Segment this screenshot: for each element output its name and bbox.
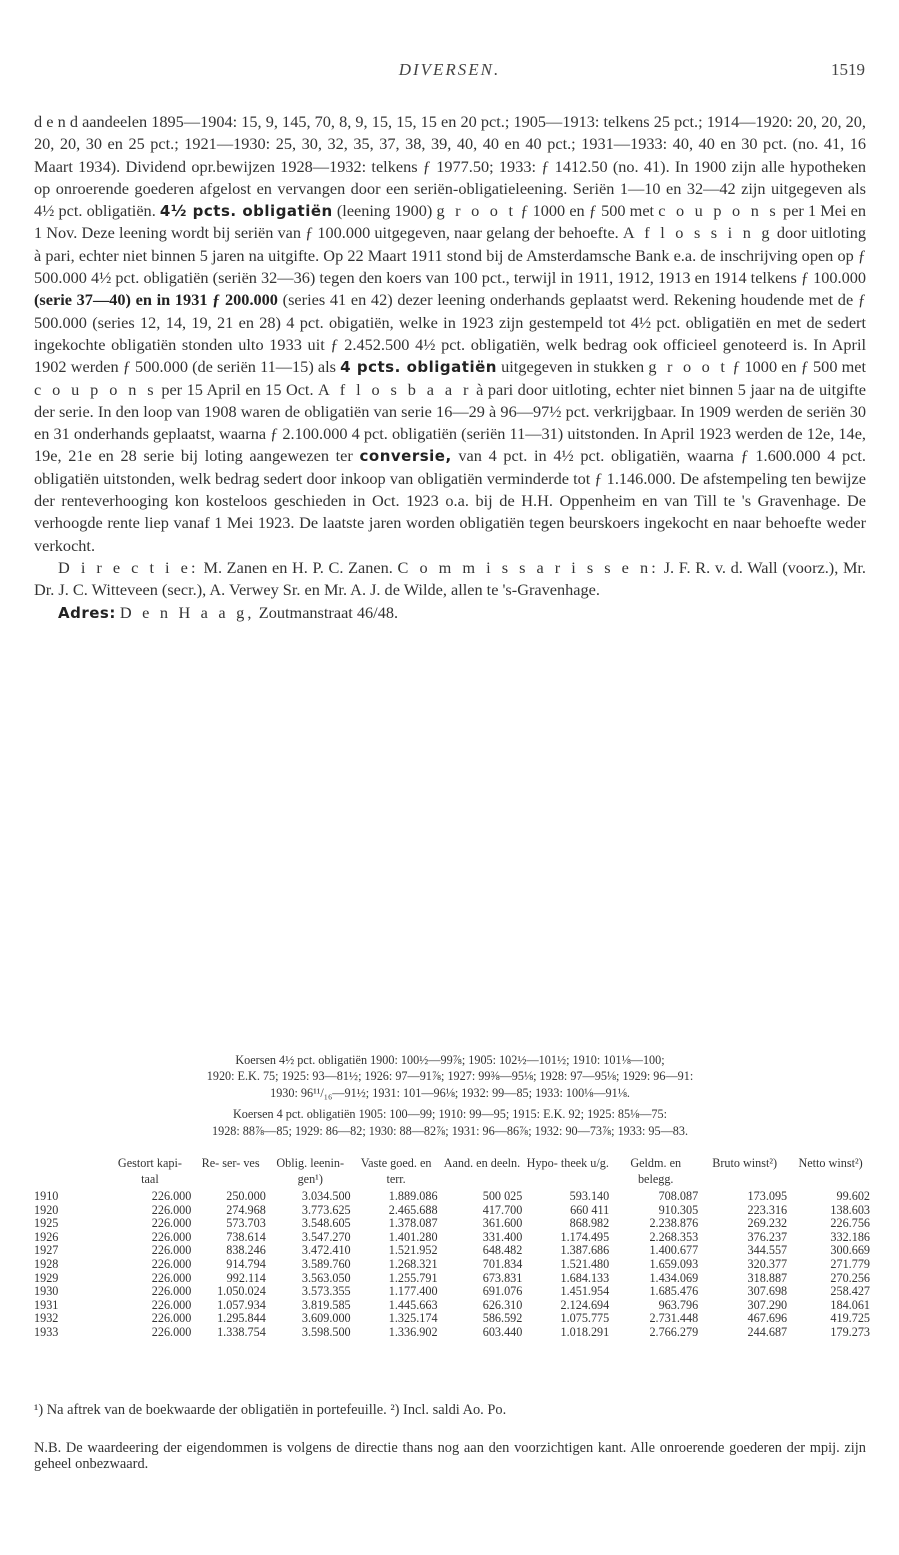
- table-cell: 3.548.605: [301, 1216, 351, 1231]
- table-cell: 910.305: [658, 1202, 699, 1217]
- table-cell: 307.290: [747, 1297, 788, 1312]
- table-cell: 626.310: [482, 1297, 523, 1312]
- table-cell: 3.547.270: [301, 1229, 351, 1244]
- text-run: (series 41 en 42) dezer leening onderhands geplaatst werd. Rekening houdende met de ƒ 500.000 (series 12, 14, 19, 21 en 28) 4 pct. obigatiën, welke in 1923 zijn gestempeld tot 4½ pct. obligatiën en met de sedert ingekochte obligatiën stonden ulto 1933 uit ƒ 2.452.500 4½ pct. obligatiën, welk bedrag ook officieel genoteerd is. In April 1902 werden ƒ 500.000 (de seriën 11—15) als: [34, 290, 867, 377]
- koersen-line: 1930: 96¹¹/₁₆—91½; 1931: 101—96⅛; 1932: 99—85; 1933: 100⅛—91⅛.: [270, 1085, 630, 1100]
- table-cell: 376.237: [747, 1229, 788, 1244]
- table-cell: 3.773.625: [301, 1202, 351, 1217]
- text-run: van 4 pct. in 4½ pct. obligatiën, waarna ƒ 1.600.000 4 pct. obligatiën uitstonden, welk bedrag sedert door inkoop van obligatiën verminderde tot ƒ 1.146.000. De afstempeling ten bewijze der renteverhooging kon kosteloos geschieden in Oct. 1923 o.a. bij de H.H. Oppenheim en van Till te 's Gravenhage. De verhoogde rente liep vanaf 1 Mei 1923. De laatste jaren worden obligatiën tegen beurskoers ingekocht en naar behoefte weder verkocht.: [34, 446, 867, 555]
- text-run: per 15 April en 15 Oct.: [161, 379, 314, 399]
- table-row: [32, 1217, 872, 1231]
- table-cell: 1.521.480: [560, 1256, 610, 1271]
- paragraph-adres: [34, 602, 866, 624]
- table-cell: 226.000: [151, 1202, 192, 1217]
- label-adres: Adres:: [58, 603, 116, 622]
- table-cell: 184.061: [830, 1297, 870, 1312]
- table-cell: 868.982: [569, 1216, 610, 1231]
- table-cell: 500 025: [482, 1189, 523, 1203]
- column-header: Hypo- theek u/g.: [526, 1156, 609, 1170]
- table-cell: 307.698: [747, 1284, 788, 1299]
- table-cell: 244.687: [747, 1324, 788, 1339]
- table-cell: 417.700: [482, 1202, 523, 1217]
- table-cell: 1.521.952: [388, 1243, 438, 1258]
- text-run: uitgegeven in stukken: [501, 357, 645, 377]
- table-cell: 1.177.400: [388, 1284, 438, 1299]
- table-cell: 223.316: [747, 1202, 788, 1217]
- table-cell: 173.095: [747, 1189, 788, 1203]
- table-header-row: [32, 1155, 872, 1187]
- table-cell: 226.000: [151, 1284, 192, 1299]
- table-cell: 1.659.093: [649, 1256, 699, 1271]
- table-row: [32, 1231, 872, 1245]
- table-cell: 226.000: [151, 1297, 192, 1312]
- table-cell: 226.000: [151, 1256, 192, 1271]
- text-run: (leening 1900): [336, 201, 433, 221]
- column-header: Gestort kapi- taal: [117, 1156, 182, 1186]
- table-cell: 1.018.291: [560, 1324, 610, 1339]
- table-cell: 1.684.133: [560, 1270, 610, 1285]
- table-cell: 1925: [34, 1216, 59, 1231]
- table-cell: 1928: [34, 1256, 59, 1271]
- table-cell: 300.669: [830, 1243, 870, 1258]
- table-cell: 603.440: [482, 1324, 523, 1339]
- text-run: à pari door uitloting, echter niet binnen 5 jaar na de uitgifte der serie. In den loop van 1908 waren de obligatiën van serie 16—29 à 96—97½ pct. verkrijgbaar. In 1909 werden de seriën 30 en 31 onderhands geplaatst, waarna ƒ 2.100.000 4 pct. obligatiën (seriën 11—31) uitstonden. In April 1923 werden de 12e, 14e, 19e, 21e en 28 serie bij loting aangewezen ter: [34, 379, 866, 466]
- table-cell: 226.000: [151, 1243, 192, 1258]
- table-cell: 2.731.448: [649, 1311, 699, 1326]
- table-cell: 1.075.775: [560, 1311, 610, 1326]
- table-cell: 1.338.754: [217, 1324, 266, 1339]
- table-cell: 226.000: [151, 1216, 192, 1231]
- column-header: Geldm. en belegg.: [630, 1156, 682, 1186]
- table-row: [32, 1299, 872, 1313]
- table-cell: 1.685.476: [649, 1284, 699, 1299]
- label-directie: D i r e c t i e:: [58, 557, 199, 577]
- table-cell: 1.889.086: [388, 1189, 438, 1203]
- table-cell: 2.238.876: [649, 1216, 699, 1231]
- table-cell: 138.603: [830, 1202, 870, 1217]
- table-cell: 1.451.954: [560, 1284, 610, 1299]
- table-cell: 318.887: [747, 1270, 788, 1285]
- text-run: door uitloting à pari, echter niet binnen 5 jaren na uitgifte. Op 22 Maart 1911 stond bij de Amsterdamsche Bank e.a. de inschrijving open op ƒ 500.000 4½ pct. obligatiën (seriën 32—36) tegen den koers van 100 pct., terwijl in 1911, 1912, 1913 en 1914 telkens ƒ 100.000: [34, 223, 867, 288]
- table-cell: 1931: [34, 1297, 59, 1312]
- table-cell: 838.246: [226, 1243, 266, 1258]
- table-cell: 1932: [34, 1311, 59, 1326]
- spaced-term-aflosbaar: A f l o s b a a r: [318, 379, 472, 399]
- bold-heading-obligations-4-5: 4½ pcts. obligatiën: [159, 202, 333, 221]
- nb-note: [34, 1440, 866, 1472]
- table-cell: 3.609.000: [301, 1311, 351, 1326]
- table-cell: 2.124.694: [560, 1297, 610, 1312]
- table-cell: 1.268.321: [388, 1256, 438, 1271]
- table-cell: 963.796: [658, 1297, 699, 1312]
- table-cell: 3.598.500: [301, 1324, 351, 1339]
- table-cell: 99.602: [836, 1189, 870, 1203]
- text-run: ƒ 1000 en ƒ 500 met: [520, 201, 655, 221]
- spaced-term-aflossing: A f l o s s i n g: [622, 223, 773, 243]
- table-cell: 1.400.677: [649, 1243, 699, 1258]
- koersen-line: 1928: 88⅞—85; 1929: 86—82; 1930: 88—82⅞; 1931: 96—86⅞; 1932: 90—73⅞; 1933: 95—83.: [212, 1123, 688, 1138]
- spaced-term-coupons: c o u p o n s: [34, 379, 157, 399]
- text-run: J. F. R. v. d. Wall (voorz.), Mr. Dr. J. C. Witteveen (secr.), A. Verwey Sr. en Mr. A. J. de Wilde, allen te 's-Gravenhage.: [34, 557, 867, 600]
- table-cell: 3.573.355: [301, 1284, 351, 1299]
- table-cell: 1.325.174: [388, 1311, 438, 1326]
- page-header: [0, 56, 899, 86]
- table-cell: 226.000: [151, 1270, 192, 1285]
- column-header: Aand. en deeln.: [443, 1156, 521, 1170]
- table-cell: 361.600: [482, 1216, 523, 1231]
- nb-text: N.B. De waardeering der eigendommen is volgens de directie thans nog aan den voorzichtigen kant. Alle onroerende goederen der mpij. zijn geheel onbezwaard.: [34, 1440, 866, 1472]
- table-cell: 179.273: [830, 1324, 870, 1339]
- label-commissarissen: C o m m i s s a r i s s e n:: [397, 557, 660, 577]
- table-cell: 1.255.791: [388, 1270, 438, 1285]
- table-cell: 344.557: [747, 1243, 788, 1258]
- table-cell: 586.592: [482, 1311, 523, 1326]
- table-cell: 1920: [34, 1202, 59, 1217]
- body-text: [34, 111, 866, 624]
- table-cell: 2.465.688: [388, 1202, 438, 1217]
- table-cell: 274.968: [226, 1202, 266, 1217]
- table-cell: 1930: [34, 1284, 59, 1299]
- table-row: [32, 1244, 872, 1258]
- table-cell: 1.295.844: [217, 1311, 266, 1326]
- text-run: d e n d aandeelen 1895—1904: 15, 9, 145, 70, 8, 9, 15, 15, 15 en 20 pct.; 1905—1913: telkens 25 pct.; 1914—1920: 20, 20, 20, 20, 20, 30 en 25 pct.; 1921—1930: 25, 30, 32, 35, 37, 38, 39, 40, 40 en 40 pct.; 1931—1933: 40, 40 en 30 pct. (no. 41, 16 Maart 1934). Dividend opr.bewijzen 1928—1932: telkens ƒ 1977.50; 1933: ƒ 1412.50 (no. 41). In 1900 zijn alle hypotheken op onroerende goederen afgelost en vervangen door een seriën-obligatieleening. Seriën 1—10 en 32—42 zijn uitgegeven als 4½ pct. obligatiën.: [34, 112, 866, 221]
- table-cell: 1933: [34, 1324, 59, 1339]
- table-row: [32, 1312, 872, 1326]
- table-cell: 1929: [34, 1270, 59, 1285]
- table-cell: 419.725: [830, 1311, 870, 1326]
- bold-heading-conversie: conversie,: [359, 447, 452, 466]
- table-cell: 1927: [34, 1243, 59, 1258]
- table-cell: 467.696: [747, 1311, 788, 1326]
- column-header: Bruto winst²): [712, 1156, 778, 1170]
- table-cell: 1.387.686: [560, 1243, 610, 1258]
- paragraph-dividend-obligations: [34, 111, 866, 557]
- table-cell: 673.831: [482, 1270, 523, 1285]
- table-cell: 573.703: [226, 1216, 266, 1231]
- table-cell: 3.589.760: [301, 1256, 351, 1271]
- spaced-term-coupons: c o u p o n s: [658, 201, 779, 221]
- text-run: Zoutmanstraat 46/48.: [258, 602, 399, 622]
- table-cell: 1.336.902: [388, 1324, 438, 1339]
- table-row: [32, 1326, 872, 1340]
- table-cell: 271.779: [830, 1256, 870, 1271]
- column-header: Netto winst²): [798, 1156, 863, 1170]
- column-header: Re- ser- ves: [201, 1156, 260, 1170]
- text-run: M. Zanen en H. P. C. Zanen.: [203, 557, 393, 577]
- table-cell: 2.766.279: [649, 1324, 699, 1339]
- spaced-term-groot: g r o o t: [648, 357, 729, 377]
- column-header: Oblig. leenin- gen¹): [276, 1156, 345, 1186]
- table-row: [32, 1285, 872, 1299]
- table-cell: 1.445.663: [388, 1297, 438, 1312]
- table-cell: 3.563.050: [301, 1270, 351, 1285]
- table-cell: 691.076: [482, 1284, 523, 1299]
- column-header: [32, 1155, 106, 1187]
- table-cell: 1910: [34, 1189, 59, 1203]
- table-cell: 3.472.410: [301, 1243, 351, 1258]
- table-cell: 226.756: [830, 1216, 870, 1231]
- koersen-line: Koersen 4½ pct. obligatiën 1900: 100½—99⅞; 1905: 102½—101½; 1910: 101⅛—100;: [235, 1053, 665, 1067]
- table-cell: 1.401.280: [388, 1229, 438, 1244]
- table-cell: 1.434.069: [649, 1270, 699, 1285]
- table-cell: 258.427: [830, 1284, 870, 1299]
- koersen-line: 1920: E.K. 75; 1925: 93—81½; 1926: 97—91⅞; 1927: 99⅜—95⅛; 1928: 97—95⅛; 1929: 96—91:: [206, 1069, 694, 1084]
- table-cell: 738.614: [226, 1229, 266, 1244]
- table-cell: 1.378.087: [388, 1216, 438, 1231]
- spaced-term-den-haag: D e n H a a g,: [119, 602, 255, 622]
- table-cell: 331.400: [482, 1229, 523, 1244]
- column-header: Vaste goed. en terr.: [360, 1156, 432, 1186]
- table-cell: 250.000: [226, 1189, 266, 1203]
- table-cell: 593.140: [569, 1189, 610, 1203]
- footnote: [34, 1402, 866, 1418]
- footnote-text: ¹) Na aftrek van de boekwaarde der obligatiën in portefeuille. ²) Incl. saldi Ao. Po.: [34, 1402, 507, 1418]
- table-cell: 332.186: [830, 1229, 870, 1244]
- table-cell: 648.482: [482, 1243, 523, 1258]
- table-cell: 269.232: [747, 1216, 788, 1231]
- table-cell: 701.834: [482, 1256, 523, 1271]
- paragraph-directie: [34, 557, 866, 602]
- financial-table: [32, 1155, 872, 1340]
- table-cell: 226.000: [151, 1324, 192, 1339]
- table-cell: 660 411: [570, 1202, 610, 1217]
- koersen-block: [34, 1052, 866, 1139]
- spaced-term-groot: g r o o t: [436, 201, 517, 221]
- text-run: ƒ 1000 en ƒ 500 met: [732, 357, 867, 377]
- table-cell: 992.114: [226, 1270, 266, 1285]
- table-cell: 226.000: [151, 1311, 192, 1326]
- table-cell: 3.034.500: [301, 1189, 351, 1203]
- table-cell: 2.268.353: [649, 1229, 699, 1244]
- table-cell: 1.050.024: [217, 1284, 266, 1299]
- table-cell: 226.000: [151, 1189, 192, 1203]
- running-title: DIVERSEN.: [398, 60, 501, 79]
- text-run: per 1 Mei en 1 Nov. Deze leening wordt bij seriën van ƒ 100.000 uitgegeven, naar gelang der behoefte.: [34, 201, 866, 243]
- koersen-line: Koersen 4 pct. obligatiën 1905: 100—99; 1910: 99—95; 1915: E.K. 92; 1925: 85⅛—75:: [233, 1107, 667, 1122]
- table-cell: 320.377: [747, 1256, 788, 1271]
- table-cell: 914.794: [226, 1256, 266, 1271]
- table-cell: 1.057.934: [217, 1297, 266, 1312]
- table-cell: 3.819.585: [301, 1297, 351, 1312]
- table-row: [32, 1258, 872, 1272]
- table-cell: 1926: [34, 1229, 59, 1244]
- table-row: [32, 1187, 872, 1204]
- table-cell: 226.000: [151, 1229, 192, 1244]
- table-cell: 1.174.495: [560, 1229, 610, 1244]
- bold-text-serie: (serie 37—40) en in 1931 ƒ 200.000: [34, 290, 278, 310]
- bold-heading-obligations-4: 4 pcts. obligatiën: [340, 358, 497, 377]
- table-cell: 270.256: [830, 1270, 870, 1285]
- table-row: [32, 1272, 872, 1286]
- page-number: 1519: [831, 60, 865, 79]
- table-row: [32, 1204, 872, 1218]
- table-cell: 708.087: [658, 1189, 699, 1203]
